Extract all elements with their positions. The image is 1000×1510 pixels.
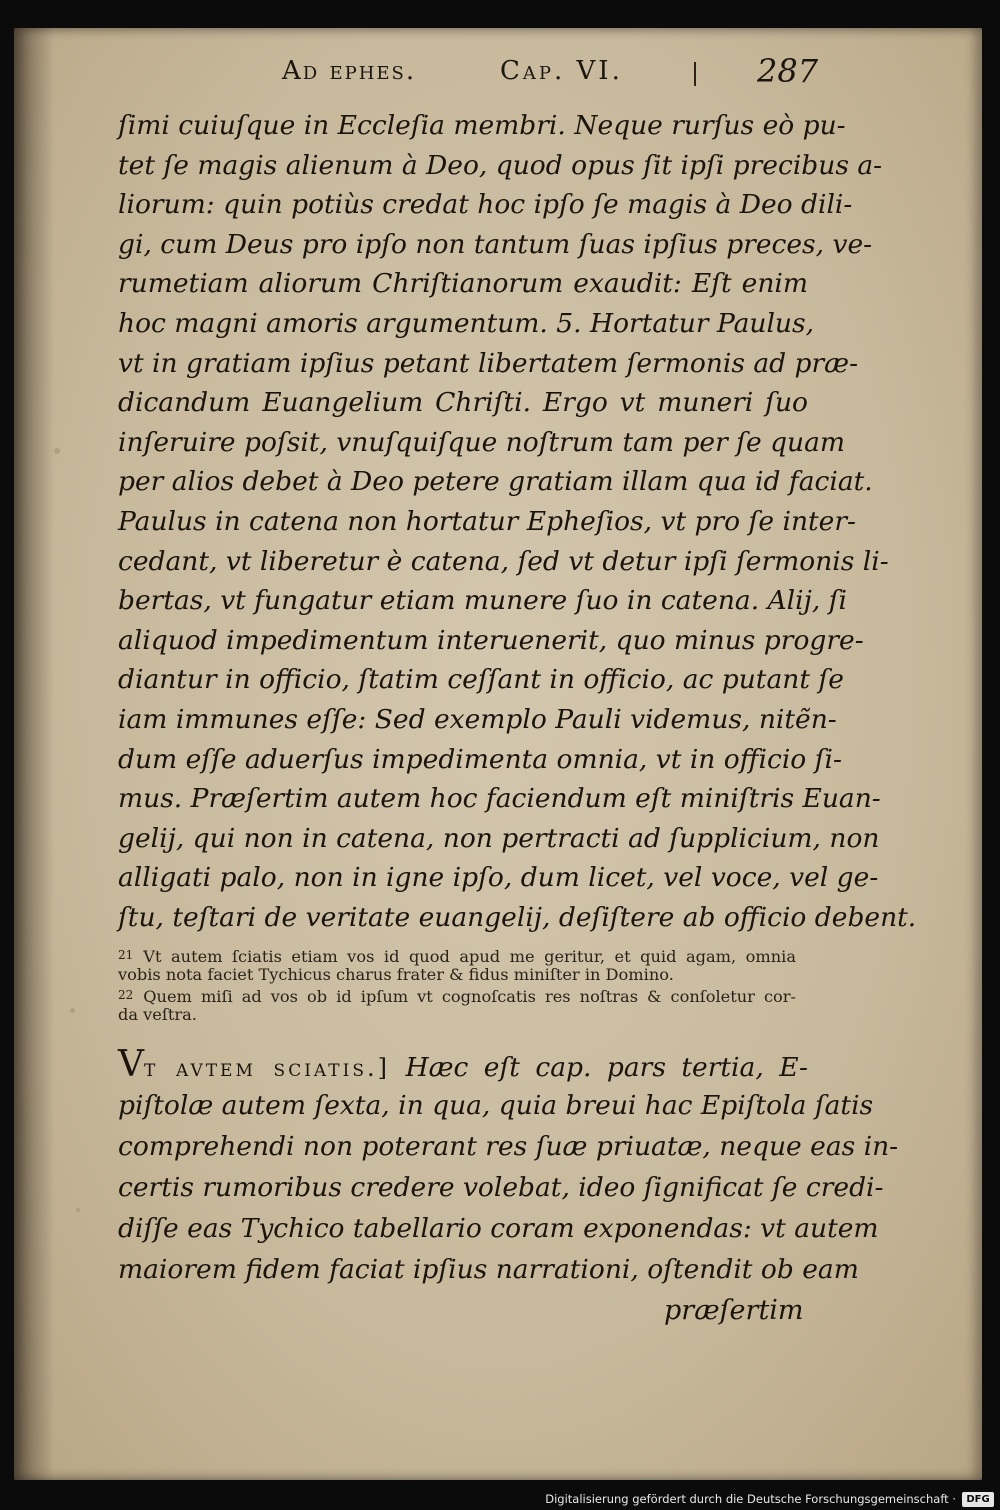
- text-line: alligati palo, non in igne ipſo, dum licet, vel voce, vel ge-: [118, 862, 879, 894]
- text-line: gelij, qui non in catena, non pertracti ad ſupplicium, non: [118, 822, 880, 854]
- digitization-credit: Digitalisierung gefördert durch die Deutsche Forschungsgemeinschaft ·: [545, 1492, 956, 1506]
- scripture-verses: [118, 945, 796, 1025]
- text-line: certis rumoribus credere volebat, ideo ſignificat ſe credi-: [118, 1172, 884, 1203]
- text-line: vt in gratiam ipſius petant libertatem ſermonis ad præ-: [118, 347, 859, 379]
- lemma: [118, 1044, 390, 1085]
- text-line: hoc magni amoris argumentum. 5. Hortatur Paulus,: [118, 307, 815, 339]
- text-line: Paulus in catena non hortatur Epheſios, vt pro ſe inter-: [118, 505, 856, 537]
- running-title: Ad ephes.: [282, 56, 417, 86]
- foxing-spot: [54, 448, 60, 454]
- lemma-words: t avtem sciatis.]: [144, 1054, 390, 1082]
- verse-line: [118, 985, 796, 1005]
- text-line: liorum: quin potiùs credat hoc ipſo ſe magis à Deo dili-: [118, 189, 853, 221]
- text-line: tet ſe magis alienum à Deo, quod opus ſit ipſi precibus a-: [118, 149, 883, 181]
- verse-commentary: [118, 1044, 899, 1290]
- text-line: bertas, vt fungatur etiam munere ſuo in catena. Alij, ſi: [118, 585, 847, 617]
- verse-line: da veſtra.: [118, 1005, 197, 1024]
- text-line: per alios debet à Deo petere gratiam illam qua id faciat.: [118, 466, 873, 498]
- dfg-logo: DFG: [962, 1492, 994, 1507]
- verse-number: 22: [118, 988, 134, 1002]
- text-line: comprehendi non poterant res ſuæ priuatæ, neque eas in-: [118, 1131, 899, 1162]
- text-line: ſtu, teſtari de veritate euangelij, deſiſtere ab officio debent.: [118, 901, 917, 933]
- text-line: dum eſſe aduerſus impedimenta omnia, vt in officio ſi-: [118, 743, 842, 775]
- commentary-text-body: [118, 106, 917, 937]
- chapter-heading: Cap. VI.: [500, 56, 623, 86]
- verse-text: Quem miſi ad vos ob id ipſum vt cognoſcatis res noſtras & conſoletur cor-: [143, 987, 796, 1006]
- text-line: diantur in officio, ſtatim ceſſant in officio, ac putant ſe: [118, 664, 844, 696]
- text-line: mus. Præſertim autem hoc faciendum eſt miniſtris Euan-: [118, 783, 881, 815]
- text-line: iam immunes eſſe: Sed exemplo Pauli videmus, nitẽn-: [118, 703, 837, 735]
- text-line: inſeruire poſsit, vnuſquiſque noſtrum tam per ſe quam: [118, 426, 846, 458]
- foxing-spot: [70, 1008, 75, 1013]
- text-line: rumetiam aliorum Chriſtianorum exaudit: Eſt enim: [118, 268, 808, 300]
- commentary-text: Hæc eſt cap. pars tertia, E-: [405, 1052, 808, 1083]
- header-mark: [694, 62, 696, 86]
- text-line: maiorem fidem faciat ipſius narrationi, oſtendit ob eam: [118, 1254, 859, 1285]
- verse-line: [118, 945, 796, 965]
- commentary-first-line: [118, 1044, 808, 1085]
- text-line: piſtolæ autem ſexta, in qua, quia breui hac Epiſtola ſatis: [118, 1090, 874, 1121]
- text-line: gi, cum Deus pro ipſo non tantum ſuas ipſius preces, ve-: [118, 228, 873, 260]
- verse-text: Vt autem ſciatis etiam vos id quod apud me geritur, et quid agam, omnia: [143, 947, 796, 966]
- page-number: 287: [757, 52, 819, 90]
- text-line: aliquod impedimentum interuenerit, quo minus progre-: [118, 624, 864, 656]
- text-line: ſimi cuiuſque in Eccleſia membri. Neque rurſus eò pu-: [118, 110, 846, 141]
- verse-number: 21: [118, 948, 134, 962]
- initial-letter: V: [118, 1044, 144, 1085]
- text-line: cedant, vt liberetur è catena, ſed vt detur ipſi ſermonis li-: [118, 545, 889, 577]
- page-header: [112, 52, 819, 102]
- text-line: diſſe eas Tychico tabellario coram exponendas: vt autem: [118, 1213, 879, 1244]
- text-line: dicandum Euangelium Chriſti. Ergo vt muneri ſuo: [118, 387, 808, 419]
- foxing-spot: [76, 1208, 80, 1212]
- verse-line: vobis nota faciet Tychicus charus frater & fidus miniſter in Domino.: [118, 965, 674, 984]
- catchword: præſertim: [664, 1295, 804, 1326]
